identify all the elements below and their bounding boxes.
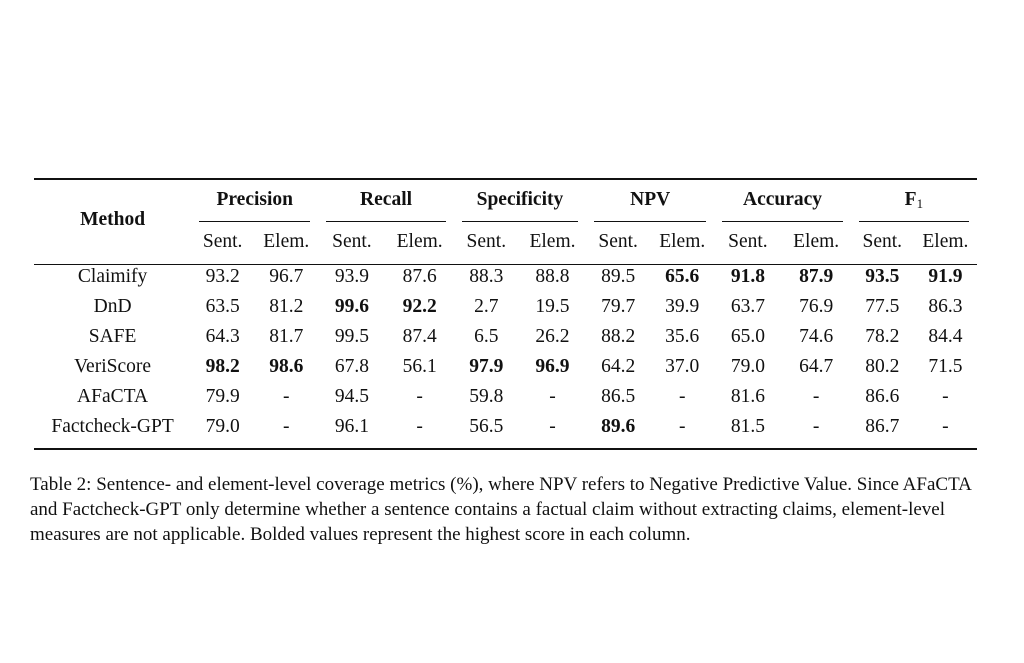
column-subheader: Elem.: [396, 231, 443, 252]
column-group-label: NPV: [630, 189, 671, 210]
table-row: [34, 352, 977, 382]
value-cell: 76.9: [799, 296, 834, 317]
value-cell: 65.6: [665, 266, 700, 287]
value-cell: 93.2: [205, 266, 240, 287]
value-cell: 67.8: [334, 356, 369, 377]
value-cell: 79.9: [205, 386, 240, 407]
table-row: [34, 382, 977, 412]
column-subheader: Sent.: [598, 231, 638, 252]
value-cell: 79.7: [601, 296, 636, 317]
column-subheader: Sent.: [332, 231, 372, 252]
value-cell: -: [942, 416, 949, 437]
value-cell: -: [812, 386, 820, 407]
column-group-header: [714, 178, 850, 222]
value-cell: 79.0: [205, 416, 240, 437]
value-cell: 89.6: [601, 416, 636, 437]
value-cell: 81.2: [269, 296, 304, 317]
table-row: [34, 412, 977, 442]
value-cell: 39.9: [665, 296, 700, 317]
value-cell: 78.2: [865, 326, 900, 347]
value-cell: 81.6: [730, 386, 765, 407]
bottom-rule: [34, 448, 977, 450]
value-cell: 64.7: [799, 356, 834, 377]
column-subheader: Elem.: [659, 231, 706, 252]
value-cell: 59.8: [469, 386, 504, 407]
results-table: [34, 178, 977, 442]
column-subheader: Sent.: [728, 231, 768, 252]
value-cell: 37.0: [665, 356, 700, 377]
column-subheader: Elem.: [529, 231, 576, 252]
value-cell: 87.4: [402, 326, 437, 347]
value-cell: 74.6: [799, 326, 834, 347]
column-subheader: Elem.: [793, 231, 840, 252]
method-cell: VeriScore: [74, 356, 152, 377]
value-cell: 87.6: [402, 266, 437, 287]
group-underline: [859, 221, 969, 222]
column-group-label: Recall: [360, 189, 413, 210]
table-row: [34, 292, 977, 322]
column-group-header: [318, 178, 453, 222]
method-cell: SAFE: [88, 326, 137, 347]
method-cell: DnD: [93, 296, 132, 317]
group-underline: [594, 221, 706, 222]
table-row: [34, 262, 977, 292]
value-cell: 91.9: [928, 266, 963, 287]
value-cell: 65.0: [730, 326, 765, 347]
value-cell: 80.2: [865, 356, 900, 377]
group-underline: [326, 221, 445, 222]
column-group-label: F: [904, 188, 917, 210]
value-cell: -: [549, 386, 556, 407]
value-cell: 97.9: [469, 356, 504, 377]
column-group-subscript: 1: [916, 195, 924, 211]
value-cell: -: [416, 416, 423, 437]
value-cell: 6.5: [474, 326, 499, 347]
value-cell: -: [678, 416, 686, 437]
column-group-label: Specificity: [476, 189, 564, 210]
column-subheader: Sent.: [862, 231, 903, 252]
column-group-label: Accuracy: [743, 189, 823, 210]
value-cell: 26.2: [535, 326, 570, 347]
value-cell: 98.6: [269, 356, 304, 377]
value-cell: 86.6: [865, 386, 900, 407]
value-cell: 98.2: [205, 356, 240, 377]
table-caption: Table 2: Sentence- and element-level coverage metrics (%), where NPV refers to Negative Predictive Value. Since AFaCTA and Factcheck-GPT only determine whether a sentence contains a factual claim without extracting claims, element-level measures are not applicable. Bolded values represent the highest score in each column.: [30, 474, 971, 545]
value-cell: 86.5: [601, 386, 636, 407]
value-cell: 89.5: [601, 266, 636, 287]
value-cell: 96.1: [334, 416, 369, 437]
group-underline: [722, 221, 842, 222]
value-cell: 35.6: [665, 326, 700, 347]
column-subheader: Sent.: [202, 231, 243, 252]
value-cell: -: [549, 416, 556, 437]
column-group-header: [454, 178, 586, 222]
column-subheader: Sent.: [466, 231, 507, 252]
value-cell: 71.5: [928, 356, 963, 377]
table-row: [34, 322, 977, 352]
value-cell: 56.1: [402, 356, 437, 377]
value-cell: 63.7: [730, 296, 765, 317]
method-header: Method: [80, 209, 146, 230]
value-cell: 99.6: [334, 296, 369, 317]
method-cell: Factcheck-GPT: [51, 416, 174, 437]
header-rule: [34, 264, 977, 265]
group-underline: [199, 221, 310, 222]
value-cell: -: [942, 386, 949, 407]
metrics-table: [34, 178, 977, 442]
value-cell: 91.8: [730, 266, 765, 287]
value-cell: -: [416, 386, 423, 407]
value-cell: 64.3: [205, 326, 240, 347]
value-cell: 93.5: [865, 266, 900, 287]
value-cell: 81.5: [730, 416, 765, 437]
column-subheader: Elem.: [922, 231, 969, 252]
value-cell: 19.5: [535, 296, 570, 317]
value-cell: 88.8: [535, 266, 570, 287]
value-cell: 88.3: [469, 266, 504, 287]
value-cell: 86.7: [865, 416, 900, 437]
method-cell: AFaCTA: [77, 386, 149, 407]
value-cell: 93.9: [334, 266, 369, 287]
value-cell: 64.2: [601, 356, 636, 377]
value-cell: 77.5: [865, 296, 900, 317]
column-group-header: [851, 178, 977, 222]
value-cell: 86.3: [928, 296, 963, 317]
group-underline: [462, 221, 578, 222]
value-cell: -: [283, 416, 290, 437]
value-cell: 63.5: [205, 296, 240, 317]
column-group-header: [586, 178, 714, 222]
value-cell: -: [812, 416, 820, 437]
value-cell: 84.4: [928, 326, 963, 347]
value-cell: 2.7: [474, 296, 499, 317]
value-cell: 92.2: [402, 296, 437, 317]
value-cell: 81.7: [269, 326, 304, 347]
column-subheader: Elem.: [263, 231, 310, 252]
value-cell: 87.9: [799, 266, 834, 287]
value-cell: 94.5: [334, 386, 369, 407]
value-cell: -: [678, 386, 686, 407]
value-cell: 99.5: [334, 326, 369, 347]
value-cell: -: [283, 386, 290, 407]
method-cell: Claimify: [77, 266, 148, 287]
column-group-header: [191, 178, 318, 222]
value-cell: 79.0: [730, 356, 765, 377]
value-cell: 56.5: [469, 416, 504, 437]
column-group-label: Precision: [216, 189, 293, 210]
value-cell: 96.9: [535, 356, 570, 377]
value-cell: 96.7: [269, 266, 304, 287]
value-cell: 88.2: [601, 326, 636, 347]
